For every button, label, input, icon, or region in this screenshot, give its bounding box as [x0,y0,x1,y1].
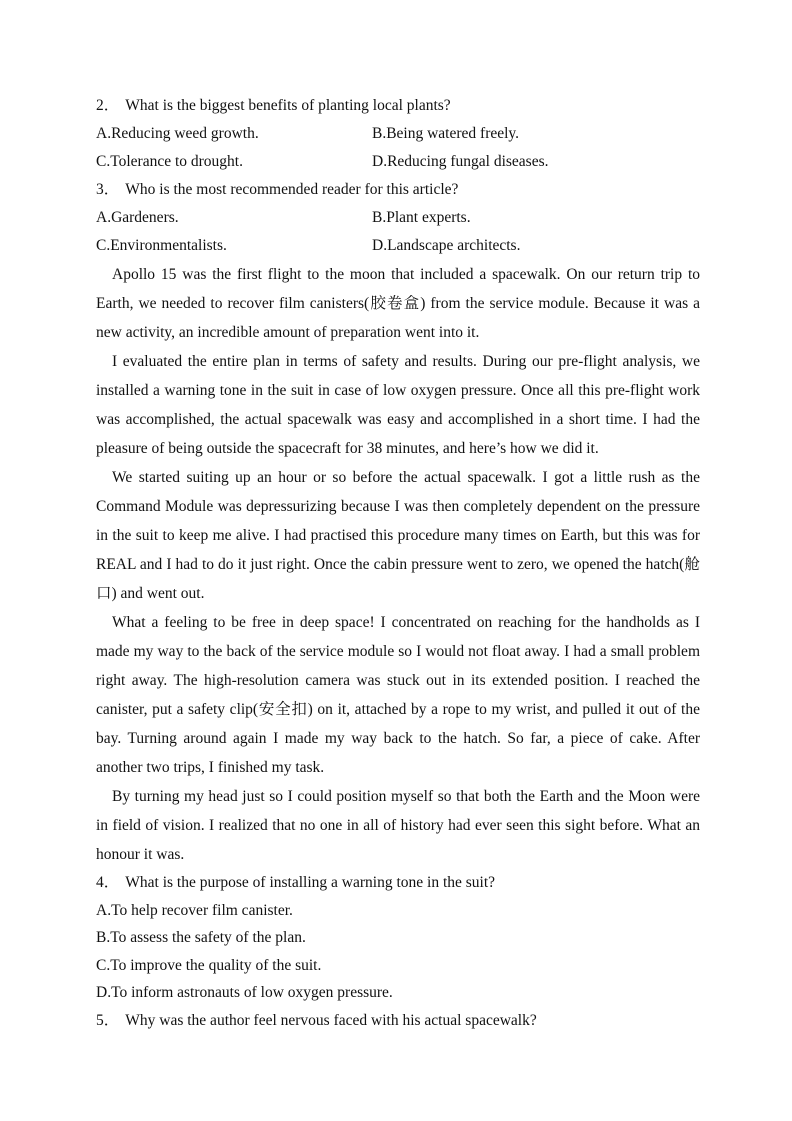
option-a: A.To help recover film canister. [96,901,293,919]
passage-paragraph-2: I evaluated the entire plan in terms of safety and results. During our pre-flight analysis, we installed a warning tone in the suit in case of low oxygen pressure. Once all this pre-flight work was accomplished, the actual spacewalk was easy and accomplished in a short time. I had the pleasure of being outside the spacecraft for 38 minutes, and here’s how we did it. [96,353,700,457]
passage-paragraph-3: We started suiting up an hour or so before the actual spacewalk. I got a little rush as the Command Module was depressurizing because I was then completely dependent on the pressure in the suit to keep me alive. I had practised this procedure many times on Earth, but this was for REAL and I had to do it just right. Once the cabin pressure went to zero, we opened the hatch(舱口) and went out. [96,469,700,602]
option-d: D.Reducing fungal diseases. [372,153,549,170]
question-text: What is the purpose of installing a warning tone in the suit? [125,874,496,891]
option-b: B.Being watered freely. [372,125,520,142]
question-number: 3． [96,181,120,198]
passage-paragraph-4: What a feeling to be free in deep space! I concentrated on reaching for the handholds as I made my way to the back of the service module so I would not float away. I had a small problem right away. The high-resolution camera was stuck out in its extended position. I reached the canister, put a safety clip(安全扣) on it, attached by a rope to my wrist, and pulled it out of the bay. Turning around again I made my way back to the hatch. So far, a piece of cake. After another two trips, I finished my task. [96,614,700,776]
option-a: A.Gardeners. [96,209,179,226]
option-d: D.To inform astronauts of low oxygen pressure. [96,984,393,1001]
option-c: C.Environmentalists. [96,237,227,254]
options-row [96,148,700,176]
option-c: C.Tolerance to drought. [96,153,243,170]
option-c: C.To improve the quality of the suit. [96,956,322,974]
question-text: Who is the most recommended reader for this article? [125,181,459,198]
question-4 [96,869,700,897]
question-text: What is the biggest benefits of planting local plants? [125,97,451,114]
question-3 [96,176,700,204]
document-page [96,92,700,1034]
question-5 [96,1007,700,1035]
options-row [96,120,700,148]
option-d: D.Landscape architects. [372,237,521,254]
question-number: 4． [96,874,120,891]
passage-paragraph-1: Apollo 15 was the first flight to the moon that included a spacewalk. On our return trip to Earth, we needed to recover film canisters(胶卷盒) from the service module. Because it was a new activity, an incredible amount of preparation went into it. [96,266,700,341]
passage-paragraph-5: By turning my head just so I could position myself so that both the Earth and the Moon were in field of vision. I realized that no one in all of history had ever seen this sight before. What an honour it was. [96,788,700,863]
question-2 [96,92,700,120]
options-row [96,232,700,260]
option-b: B.Plant experts. [372,209,471,226]
option-b: B.To assess the safety of the plan. [96,929,306,946]
question-text: Why was the author feel nervous faced with his actual spacewalk? [125,1011,537,1029]
options-row [96,204,700,232]
question-number: 2． [96,97,120,114]
question-number: 5． [96,1011,120,1029]
option-a: A.Reducing weed growth. [96,125,259,142]
